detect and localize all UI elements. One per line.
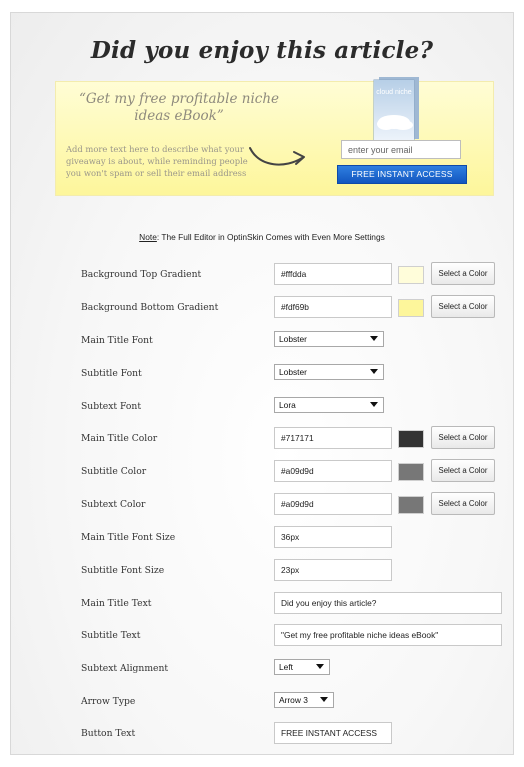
subtext-alignment-value: Left <box>279 662 293 672</box>
bg-bottom-gradient-label: Background Bottom Gradient <box>81 302 219 313</box>
main-title-text-input[interactable]: Did you enjoy this article? <box>274 592 502 614</box>
bg-bottom-select-color-button[interactable]: Select a Color <box>431 295 495 318</box>
subtitle-font-select[interactable] <box>274 364 384 380</box>
arrow-type-label: Arrow Type <box>81 696 136 707</box>
main-title-text-label: Main Title Text <box>81 598 152 609</box>
main-title-font-size-label: Main Title Font Size <box>81 532 176 543</box>
main-title-color-input[interactable]: #717171 <box>274 427 392 449</box>
setting-row-main-title-text <box>11 587 515 620</box>
setting-row-subtitle-size <box>11 554 515 587</box>
main-title-font-size-input[interactable]: 36px <box>274 526 392 548</box>
setting-row-arrow-type <box>11 685 515 718</box>
subtext-font-label: Subtext Font <box>81 401 142 412</box>
button-text-label: Button Text <box>81 728 136 739</box>
bg-bottom-color-swatch[interactable] <box>398 299 424 317</box>
setting-row-subtext-alignment <box>11 652 515 685</box>
setting-row-subtitle-text <box>11 619 515 652</box>
editor-note <box>11 232 513 242</box>
setting-row-bg-top <box>11 258 515 291</box>
subtext-alignment-label: Subtext Alignment <box>81 663 169 674</box>
subtitle-font-label: Subtitle Font <box>81 368 142 379</box>
chevron-down-icon <box>370 402 378 407</box>
subtext-alignment-select[interactable] <box>274 659 330 675</box>
optin-preview-box <box>55 81 494 196</box>
chevron-down-icon <box>320 697 328 702</box>
setting-row-subtitle-color <box>11 455 515 488</box>
setting-row-subtitle-font <box>11 357 515 390</box>
subtext-font-value: Lora <box>279 400 296 410</box>
subtitle-color-label: Subtitle Color <box>81 466 147 477</box>
main-title-color-swatch[interactable] <box>398 430 424 448</box>
preview-subtext: Add more text here to describe what your giveaway is about, while reminding people you won't spam or sell their email address <box>66 144 248 178</box>
arrow-type-value: Arrow 3 <box>279 695 308 705</box>
preview-subtitle: “Get my free profitable niche ideas eBook” <box>78 91 280 124</box>
subtitle-select-color-button[interactable]: Select a Color <box>431 459 495 482</box>
subtitle-text-input[interactable]: "Get my free profitable niche ideas eBook" <box>274 624 502 646</box>
chevron-down-icon <box>370 369 378 374</box>
ebook-cover-image <box>371 74 423 142</box>
arrow-type-select[interactable] <box>274 692 334 708</box>
setting-row-main-title-size <box>11 521 515 554</box>
subtitle-font-size-input[interactable]: 23px <box>274 559 392 581</box>
setting-row-subtext-font <box>11 390 515 423</box>
optin-editor-panel <box>10 12 514 755</box>
subtext-font-select[interactable] <box>274 397 384 413</box>
setting-row-main-title-color <box>11 422 515 455</box>
subtext-select-color-button[interactable]: Select a Color <box>431 492 495 515</box>
subtitle-font-value: Lobster <box>279 367 307 377</box>
setting-row-bg-bottom <box>11 291 515 324</box>
curved-arrow-icon <box>246 142 310 172</box>
main-title-select-color-button[interactable]: Select a Color <box>431 426 495 449</box>
bg-top-gradient-input[interactable]: #fffdda <box>274 263 392 285</box>
ebook-cover-title: cloud niche <box>376 89 412 96</box>
setting-row-subtext-color <box>11 488 515 521</box>
bg-bottom-gradient-input[interactable]: #fdf69b <box>274 296 392 318</box>
subtitle-color-swatch[interactable] <box>398 463 424 481</box>
main-title-font-value: Lobster <box>279 334 307 344</box>
subtext-color-swatch[interactable] <box>398 496 424 514</box>
note-prefix: Note <box>139 232 157 242</box>
note-text: : The Full Editor in OptinSkin Comes with Even More Settings <box>156 232 385 242</box>
main-title-color-label: Main Title Color <box>81 433 158 444</box>
subtitle-font-size-label: Subtitle Font Size <box>81 565 165 576</box>
main-title-font-label: Main Title Font <box>81 335 153 346</box>
email-input[interactable]: enter your email <box>341 140 461 159</box>
preview-main-title: Did you enjoy this article? <box>90 37 434 64</box>
button-text-input[interactable]: FREE INSTANT ACCESS <box>274 722 392 744</box>
main-title-font-select[interactable] <box>274 331 384 347</box>
bg-top-select-color-button[interactable]: Select a Color <box>431 262 495 285</box>
chevron-down-icon <box>316 664 324 669</box>
chevron-down-icon <box>370 336 378 341</box>
setting-row-button-text <box>11 717 515 750</box>
free-instant-access-button[interactable]: FREE INSTANT ACCESS <box>337 165 467 184</box>
bg-top-color-swatch[interactable] <box>398 266 424 284</box>
setting-row-main-title-font <box>11 324 515 357</box>
subtitle-color-input[interactable]: #a09d9d <box>274 460 392 482</box>
subtext-color-input[interactable]: #a09d9d <box>274 493 392 515</box>
subtext-color-label: Subtext Color <box>81 499 146 510</box>
bg-top-gradient-label: Background Top Gradient <box>81 269 202 280</box>
subtitle-text-label: Subtitle Text <box>81 630 141 641</box>
